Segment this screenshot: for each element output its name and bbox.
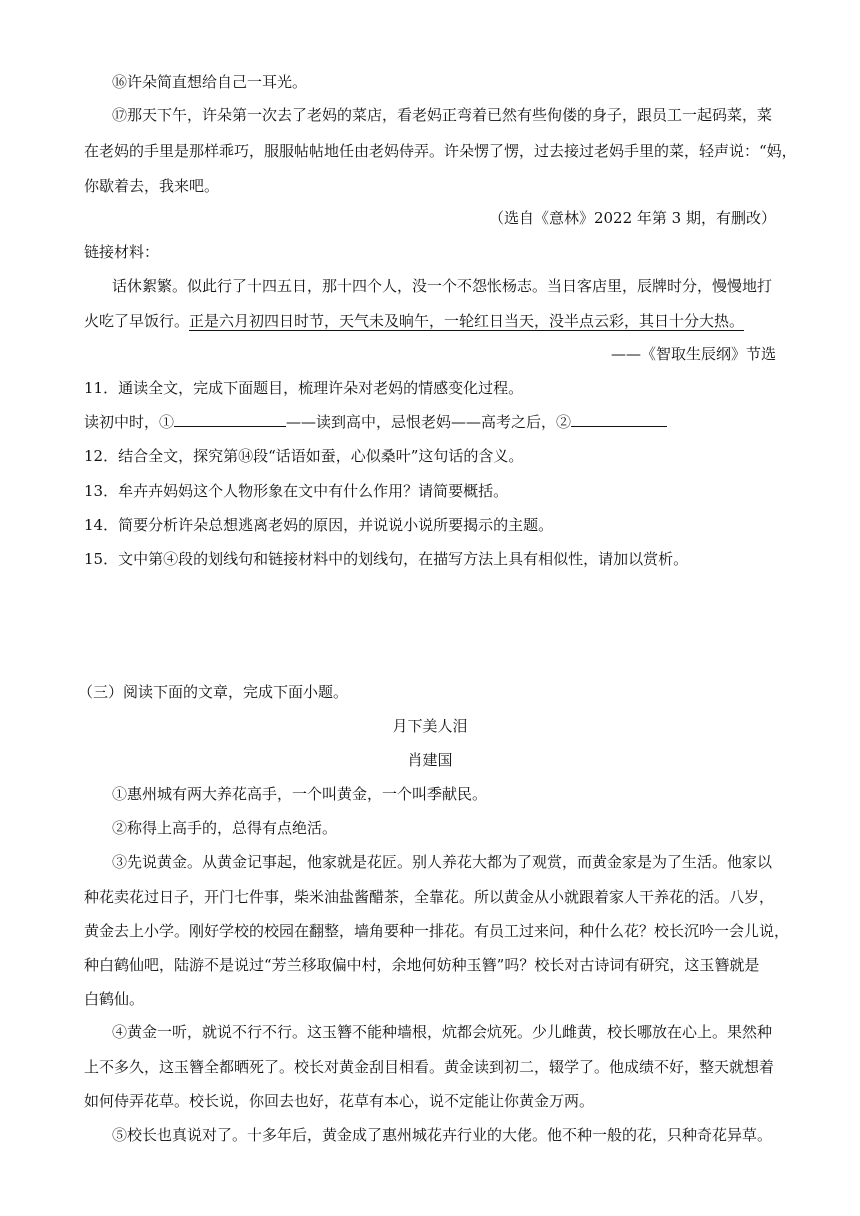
question-11: 11．通读全文，完成下面题目，梳理许朵对老妈的情感变化过程。 (84, 379, 524, 397)
paragraph-16: ⑯许朵简直想给自己一耳光。 (112, 73, 308, 91)
fill-in-text-1: 读初中时，① (84, 413, 175, 431)
link-material-line-2 (84, 311, 744, 331)
article-paragraph-3-line-3: 黄金去上小学。刚好学校的校园在翻整，墙角要种一排花。有员工过来问，种什么花？校长沉吟一会儿说， (84, 922, 790, 940)
article-paragraph-4-line-1: ④黄金一听，就说不行不行。这玉簪不能种墙根，炕都会炕死。少儿雌黄，校长哪放在心上。果然种 (112, 1023, 773, 1041)
paragraph-17-line-3: 你歇着去，我来吧。 (84, 177, 220, 195)
paragraph-17-line-2: 在老妈的手里是那样乖巧，服服帖帖地任由老妈侍弄。许朵愣了愣，过去接过老妈手里的菜，轻声说：“妈， (84, 142, 797, 160)
question-14: 14．简要分析许朵总想逃离老妈的原因，并说说小说所要揭示的主题。 (84, 516, 554, 534)
question-12: 12．结合全文，探究第⑭段“话语如蚕，心似桑叶”这句话的含义。 (84, 447, 524, 465)
article-paragraph-3-line-2: 种花卖花过日子，开门七件事，柴米油盐酱醋茶，全靠花。所以黄金从小就跟着家人干养花的活。八岁， (84, 888, 775, 906)
article-paragraph-1: ①惠州城有两大养花高手，一个叫黄金，一个叫季献民。 (112, 785, 488, 803)
article-paragraph-3-line-5: 白鹤仙。 (84, 990, 145, 1008)
passage-source: （选自《意林》2022 年第 3 期，有删改） (488, 209, 776, 227)
link-material-line-1: 话休絮繁。似此行了十四五日，那十四个人，没一个不怨怅杨志。当日客店里，辰牌时分，慢慢地打 (112, 277, 773, 295)
question-11-fill-in (84, 412, 667, 432)
link-material-underlined-sentence: 正是六月初四日时节，天气未及晌午，一轮红日当天，没半点云彩，其日十分大热。 (189, 312, 745, 330)
article-paragraph-3-line-1: ③先说黄金。从黄金记事起，他家就是花匠。别人养花大都为了观赏，而黄金家是为了生活。他家以 (112, 853, 773, 871)
answer-blank-2[interactable] (571, 412, 667, 427)
article-paragraph-2: ②称得上高手的，总得有点绝活。 (112, 819, 338, 837)
link-material-plain-text: 火吃了早饭行。 (84, 312, 190, 330)
section-3-intro: （三）阅读下面的文章，完成下面小题。 (78, 683, 349, 701)
paragraph-17-line-1: ⑰那天下午，许朵第一次去了老妈的菜店，看老妈正弯着已然有些佝偻的身子，跟员工一起码菜，菜 (112, 106, 773, 124)
article-paragraph-3-line-4: 种白鹤仙吧，陆游不是说过“芳兰移取偏中村，余地何妨种玉簪”吗？校长对古诗词有研究，这玉簪就是 (84, 956, 760, 974)
article-paragraph-4-line-2: 上不多久，这玉簪全都晒死了。校长对黄金刮目相看。黄金读到初二，辍学了。他成绩不好，整天就想着 (84, 1058, 775, 1076)
question-15: 15．文中第④段的划线句和链接材料中的划线句，在描写方法上具有相似性，请加以赏析。 (84, 550, 689, 568)
question-13: 13．牟卉卉妈妈这个人物形象在文中有什么作用？请简要概括。 (84, 482, 509, 500)
link-material-label: 链接材料： (84, 243, 160, 261)
article-title: 月下美人泪 (392, 717, 468, 735)
link-material-source: ——《智取生辰纲》节选 (610, 345, 776, 363)
article-paragraph-5: ⑤校长也真说对了。十多年后，黄金成了惠州城花卉行业的大佬。他不种一般的花，只种奇花异草。 (112, 1126, 773, 1144)
fill-in-text-2: ——读到高中，忌恨老妈——高考之后，② (286, 413, 572, 431)
article-paragraph-4-line-3: 如何侍弄花草。校长说，你回去也好，花草有本心，说不定能让你黄金万两。 (84, 1092, 595, 1110)
answer-blank-1[interactable] (174, 412, 286, 427)
article-author: 肖建国 (407, 751, 453, 769)
